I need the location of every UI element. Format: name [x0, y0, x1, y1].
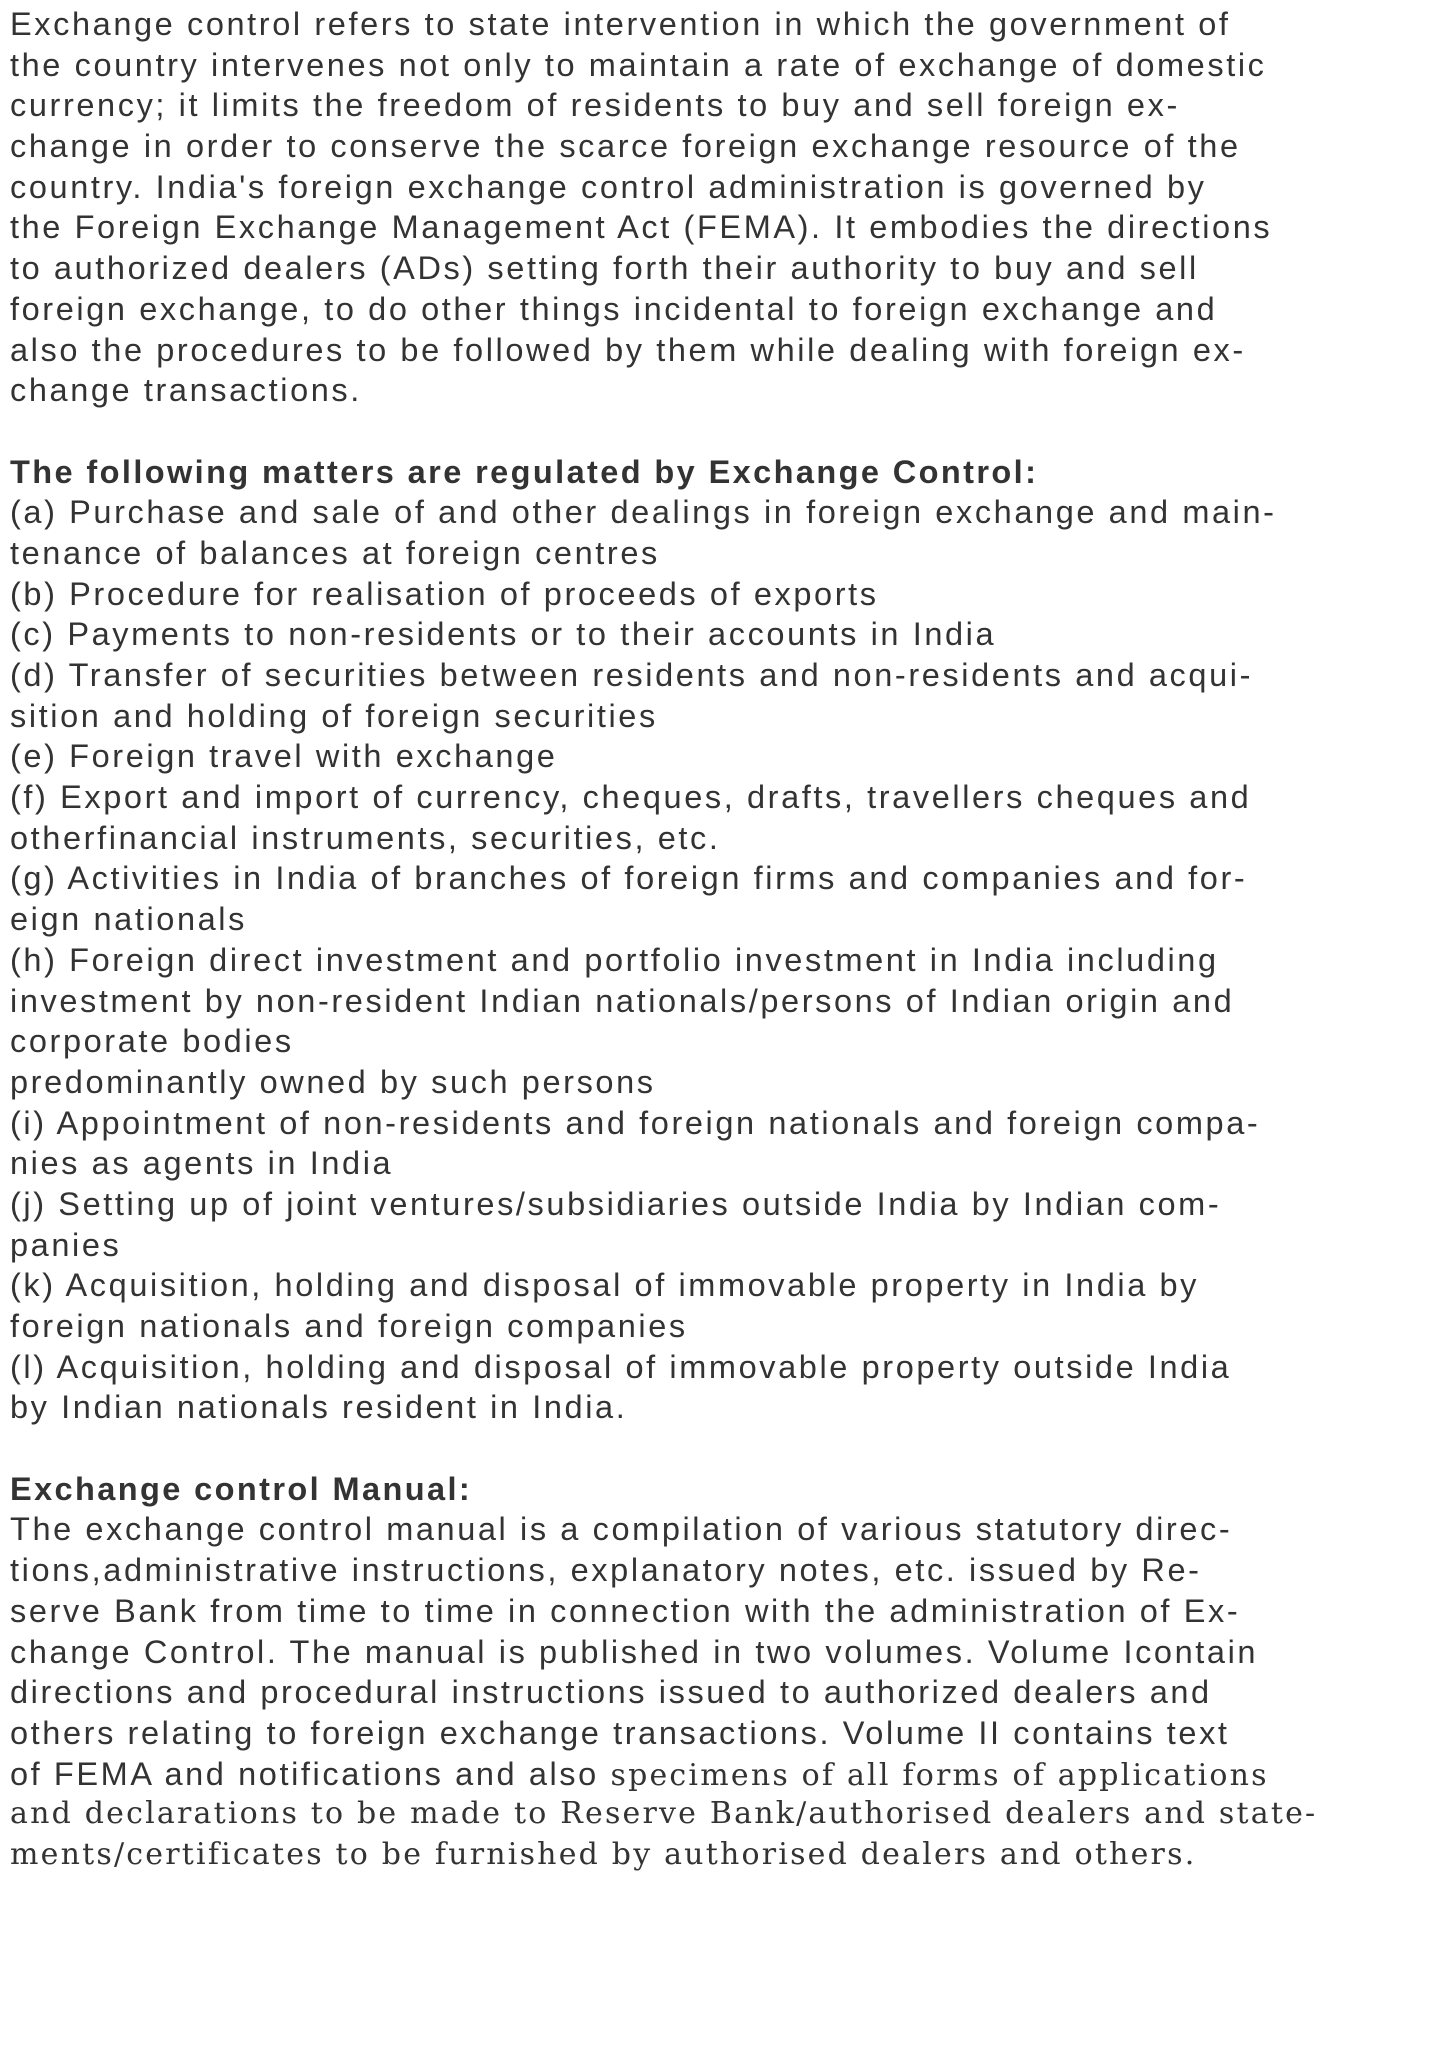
regulated-line: eign nationals [10, 901, 247, 938]
manual-line-mixed [10, 1754, 1444, 1795]
regulated-heading: The following matters are regulated by Exchange Control: [10, 453, 1039, 490]
regulated-line: (i) Appointment of non-residents and foreign nationals and foreign compa- [10, 1104, 1261, 1141]
manual-line: tions,administrative instructions, explanatory notes, etc. issued by Re- [10, 1552, 1202, 1589]
manual-heading: Exchange control Manual: [10, 1470, 473, 1507]
manual-line: serve Bank from time to time in connection with the administration of Ex- [10, 1592, 1241, 1629]
regulated-line: (g) Activities in India of branches of foreign firms and companies and for- [10, 860, 1248, 897]
regulated-line: predominantly owned by such persons [10, 1063, 656, 1100]
regulated-line: otherfinancial instruments, securities, etc. [10, 819, 721, 856]
regulated-line: (d) Transfer of securities between residents and non-residents and acqui- [10, 657, 1254, 693]
regulated-section [10, 452, 1444, 1429]
intro-line: the Foreign Exchange Management Act (FEMA). It embodies the directions [10, 209, 1273, 246]
intro-line: also the procedures to be followed by them while dealing with foreign ex- [10, 331, 1246, 368]
manual-line: directions and procedural instructions issued to authorized dealers and [10, 1674, 1212, 1711]
intro-line: country. India's foreign exchange control administration is governed by [10, 168, 1207, 205]
manual-line: The exchange control manual is a compilation of various statutory direc- [10, 1511, 1233, 1548]
regulated-line: panies [10, 1226, 122, 1263]
manual-line-sans-part: of FEMA and notifications and also [10, 1755, 611, 1792]
document-page [10, 4, 1444, 1876]
paragraph-gap [10, 1428, 1444, 1469]
intro-line: the country intervenes not only to maintain a rate of exchange of domestic [10, 46, 1267, 83]
regulated-line: (h) Foreign direct investment and portfolio investment in India including [10, 941, 1219, 978]
manual-line-serif: and declarations to be made to Reserve Bank/authorised dealers and state- [10, 1796, 1318, 1832]
intro-line: currency; it limits the freedom of residents to buy and sell foreign ex- [10, 87, 1180, 124]
intro-line: change in order to conserve the scarce foreign exchange resource of the [10, 128, 1241, 165]
intro-line: Exchange control refers to state intervention in which the government of [10, 6, 1231, 42]
intro-paragraph [10, 4, 1444, 411]
regulated-line: sition and holding of foreign securities [10, 697, 658, 734]
regulated-line: (l) Acquisition, holding and disposal of immovable property outside India [10, 1348, 1232, 1385]
regulated-line: by Indian nationals resident in India. [10, 1389, 628, 1426]
regulated-line: (c) Payments to non-residents or to their accounts in India [10, 616, 997, 653]
regulated-line: (a) Purchase and sale of and other dealings in foreign exchange and main- [10, 494, 1277, 531]
manual-line-serif: ments/certificates to be furnished by authorised dealers and others. [10, 1836, 1197, 1872]
intro-line: change transactions. [10, 372, 362, 409]
manual-line: others relating to foreign exchange transactions. Volume II contains text [10, 1714, 1230, 1751]
regulated-line: (j) Setting up of joint ventures/subsidiaries outside India by Indian com- [10, 1185, 1222, 1222]
intro-line: to authorized dealers (ADs) setting forth their authority to buy and sell [10, 250, 1199, 287]
regulated-line: tenance of balances at foreign centres [10, 534, 660, 571]
intro-line: foreign exchange, to do other things incidental to foreign exchange and [10, 290, 1218, 327]
regulated-line: (e) Foreign travel with exchange [10, 738, 558, 775]
regulated-line: foreign nationals and foreign companies [10, 1308, 688, 1344]
regulated-line: nies as agents in India [10, 1145, 394, 1182]
regulated-line: (f) Export and import of currency, cheques, drafts, travellers cheques and [10, 779, 1252, 816]
regulated-line: (b) Procedure for realisation of proceeds of exports [10, 575, 879, 612]
regulated-line: (k) Acquisition, holding and disposal of immovable property in India by [10, 1267, 1200, 1304]
manual-section [10, 1469, 1444, 1876]
regulated-line: investment by non-resident Indian nationals/persons of Indian origin and [10, 982, 1235, 1019]
regulated-line: corporate bodies [10, 1023, 294, 1060]
manual-line-serif-part: specimens of all forms of applications [610, 1757, 1269, 1793]
manual-line: change Control. The manual is published in two volumes. Volume Icontain [10, 1633, 1259, 1670]
paragraph-gap [10, 411, 1444, 452]
